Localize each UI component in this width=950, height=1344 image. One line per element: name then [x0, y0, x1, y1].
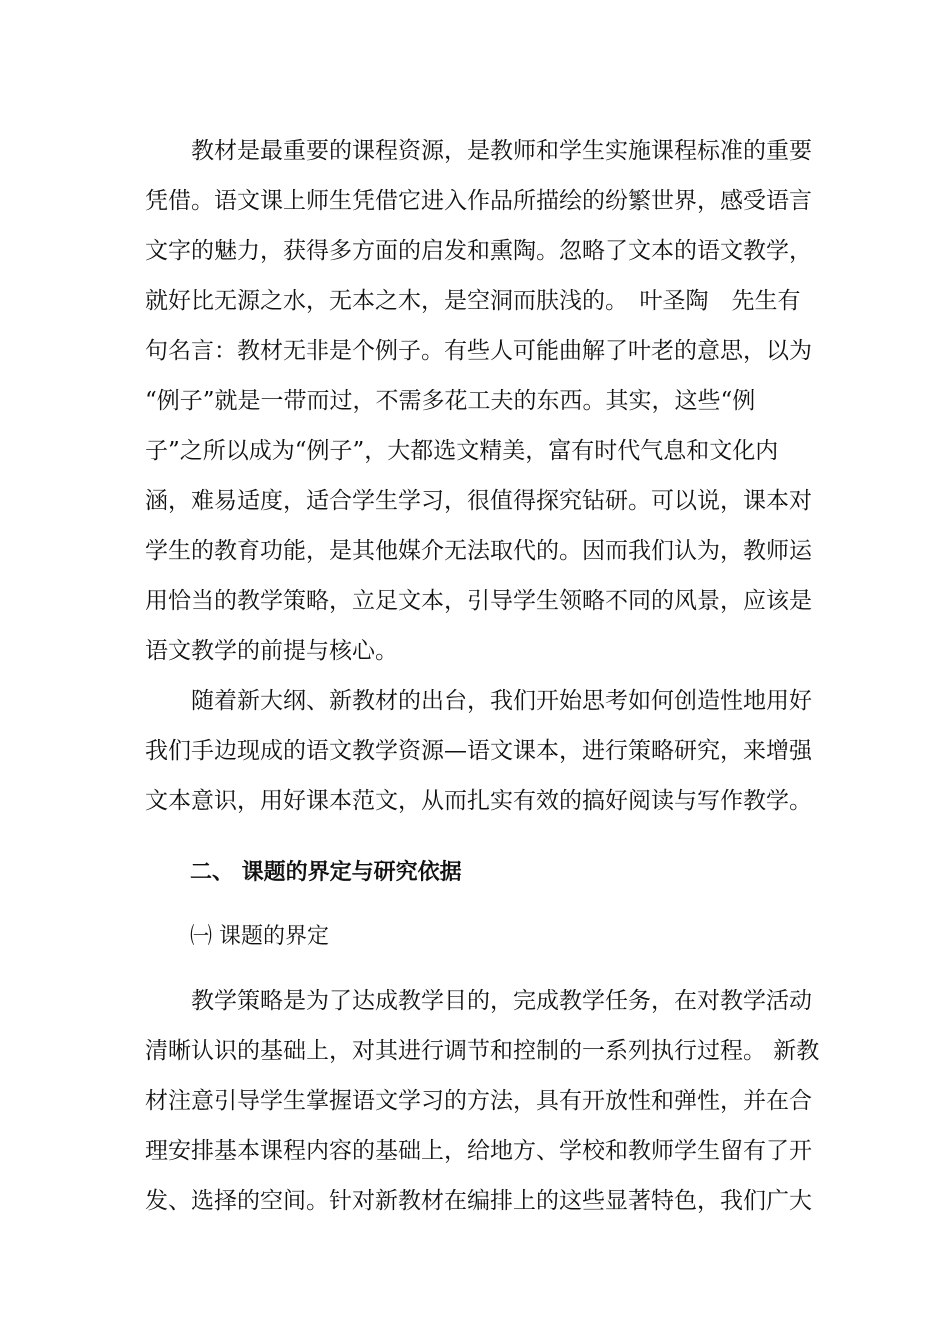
section-heading: 二、 课题的界定与研究依据 — [190, 860, 462, 885]
paragraph-1-line-1: 教材是最重要的课程资源，是教师和学生实施课程标准的重要 — [145, 138, 812, 164]
subsection-heading: ㈠ 课题的界定 — [190, 924, 329, 949]
paragraph-3-line-1: 教学策略是为了达成教学目的，完成教学任务，在对教学活动 — [145, 988, 812, 1014]
paragraph-1-line-4: 就好比无源之水，无本之木，是空洞而肤浅的。 叶圣陶 先生有 — [145, 288, 801, 314]
paragraph-2-line-2: 我们手边现成的语文教学资源—语文课本，进行策略研究，来增强 — [145, 738, 812, 764]
paragraph-1-line-7: 子”之所以成为“例子”，大都选文精美，富有时代气息和文化内 — [145, 438, 779, 464]
paragraph-3-line-4: 理安排基本课程内容的基础上，给地方、学校和教师学生留有了开 — [145, 1138, 812, 1164]
paragraph-1-line-8: 涵，难易适度，适合学生学习，很值得探究钻研。可以说，课本对 — [145, 488, 812, 514]
paragraph-3-line-5: 发、选择的空间。针对新教材在编排上的这些显著特色，我们广大 — [145, 1188, 812, 1214]
paragraph-1-line-2: 凭借。语文课上师生凭借它进入作品所描绘的纷繁世界，感受语言 — [145, 188, 812, 214]
paragraph-2-line-1: 随着新大纲、新教材的出台，我们开始思考如何创造性地用好 — [145, 688, 812, 714]
paragraph-1-line-5: 句名言：教材无非是个例子。有些人可能曲解了叶老的意思，以为 — [145, 338, 812, 364]
paragraph-1-line-9: 学生的教育功能，是其他媒介无法取代的。因而我们认为，教师运 — [145, 538, 812, 564]
paragraph-3-line-3: 材注意引导学生掌握语文学习的方法，具有开放性和弹性，并在合 — [145, 1088, 812, 1114]
paragraph-2-line-3: 文本意识，用好课本范文，从而扎实有效的搞好阅读与写作教学。 — [145, 788, 812, 814]
paragraph-1-line-6: “例子”就是一带而过，不需多花工夫的东西。其实，这些“例 — [145, 388, 756, 414]
paragraph-3-line-2: 清晰认识的基础上，对其进行调节和控制的一系列执行过程。 新教 — [145, 1038, 820, 1064]
paragraph-1-line-10: 用恰当的教学策略，立足文本，引导学生领略不同的风景，应该是 — [145, 588, 812, 614]
paragraph-1-line-3: 文字的魅力，获得多方面的启发和熏陶。忽略了文本的语文教学， — [145, 238, 812, 264]
paragraph-1-line-11: 语文教学的前提与核心。 — [145, 638, 398, 664]
